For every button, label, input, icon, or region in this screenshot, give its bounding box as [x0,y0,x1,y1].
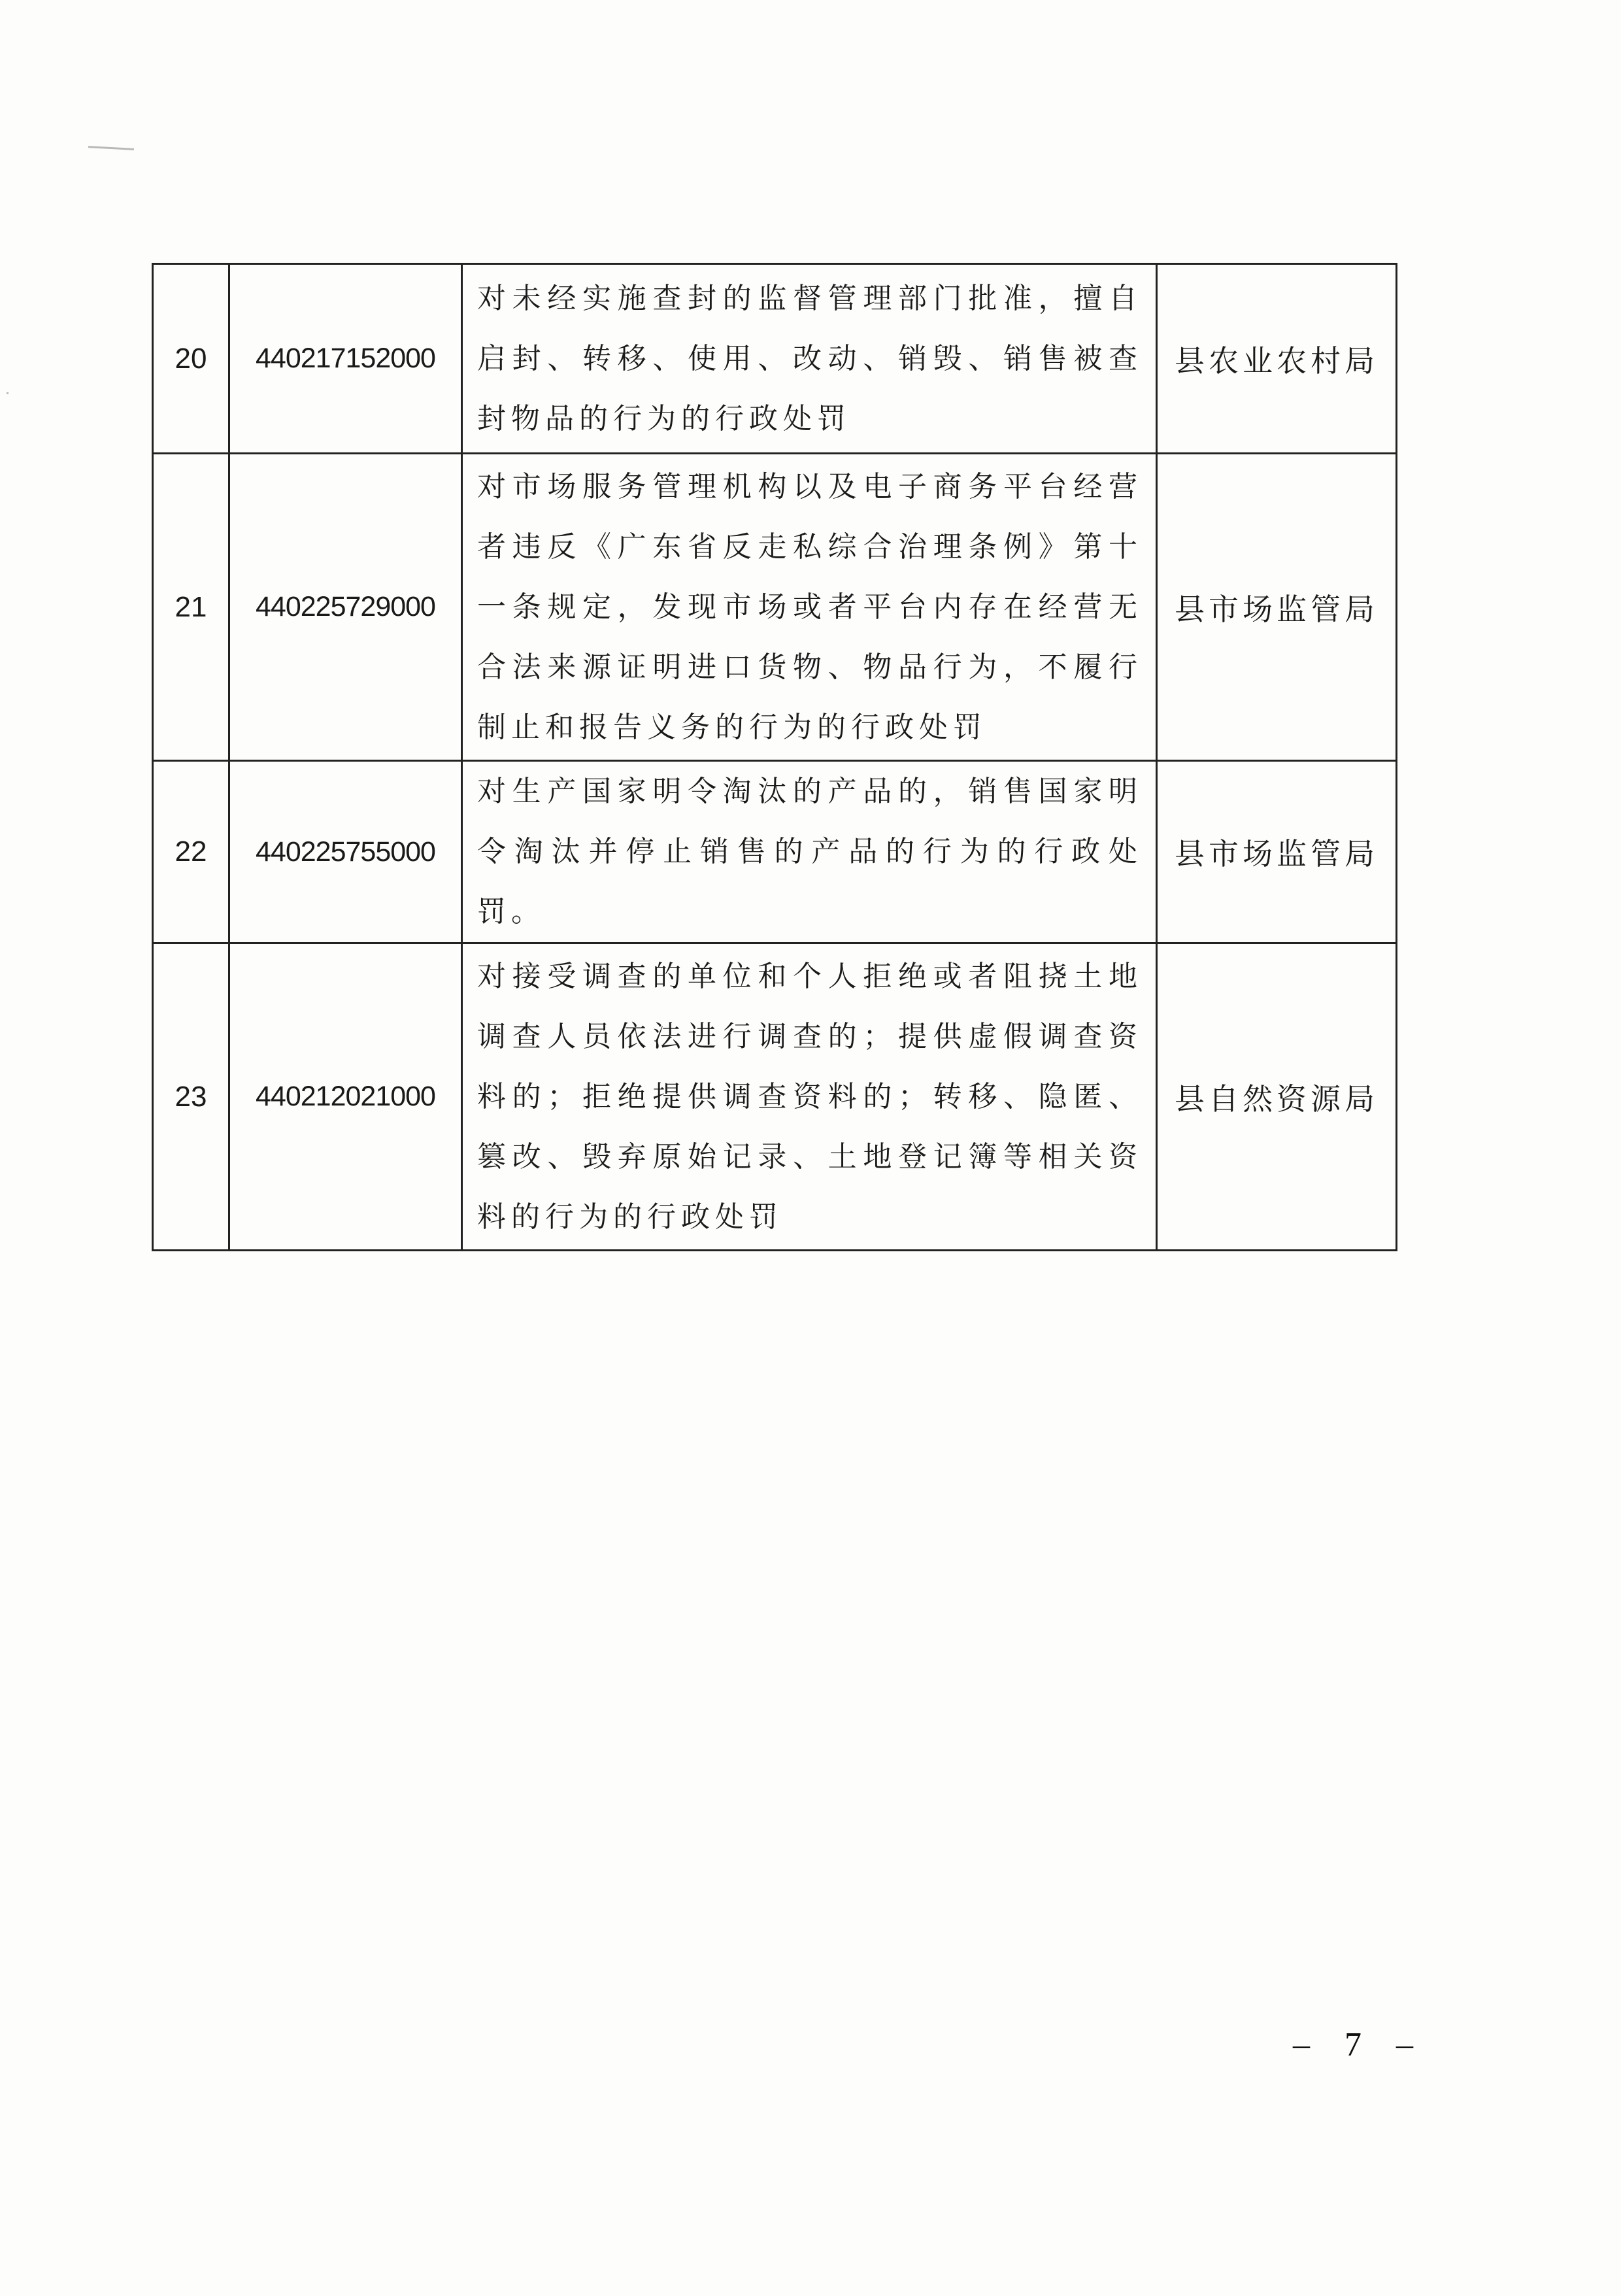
row-number: 22 [153,761,229,943]
item-code: 440217152000 [229,264,462,454]
table-row [153,454,1397,761]
item-code: 440225729000 [229,454,462,761]
item-description: 对市场服务管理机构以及电子商务平台经营者违反《广东省反走私综合治理条例》第十一条规定，发现市场或者平台内存在经营无合法来源证明进口货物、物品行为，不履行制止和报告义务的行为的行政处罚 [462,454,1157,761]
table-row [153,943,1397,1251]
responsible-department: 县农业农村局 [1157,264,1397,454]
table-row [153,264,1397,454]
item-description: 对接受调查的单位和个人拒绝或者阻挠土地调查人员依法进行调查的；提供虚假调查资料的；拒绝提供调查资料的；转移、隐匿、篡改、毁弃原始记录、土地登记簿等相关资料的行为的行政处罚 [462,943,1157,1251]
row-number: 21 [153,454,229,761]
penalty-items-table [152,263,1397,1251]
table-row [153,761,1397,943]
responsible-department: 县市场监管局 [1157,454,1397,761]
responsible-department: 县自然资源局 [1157,943,1397,1251]
scan-artifact [7,392,8,394]
page-number: – 7 – [1293,2026,1426,2063]
item-description: 对生产国家明令淘汰的产品的，销售国家明令淘汰并停止销售的产品的行为的行政处罚。 [462,761,1157,943]
scan-artifact [88,146,134,150]
item-description: 对未经实施查封的监督管理部门批准，擅自启封、转移、使用、改动、销毁、销售被查封物品的行为的行政处罚 [462,264,1157,454]
item-code: 440212021000 [229,943,462,1251]
responsible-department: 县市场监管局 [1157,761,1397,943]
row-number: 23 [153,943,229,1251]
item-code: 440225755000 [229,761,462,943]
row-number: 20 [153,264,229,454]
